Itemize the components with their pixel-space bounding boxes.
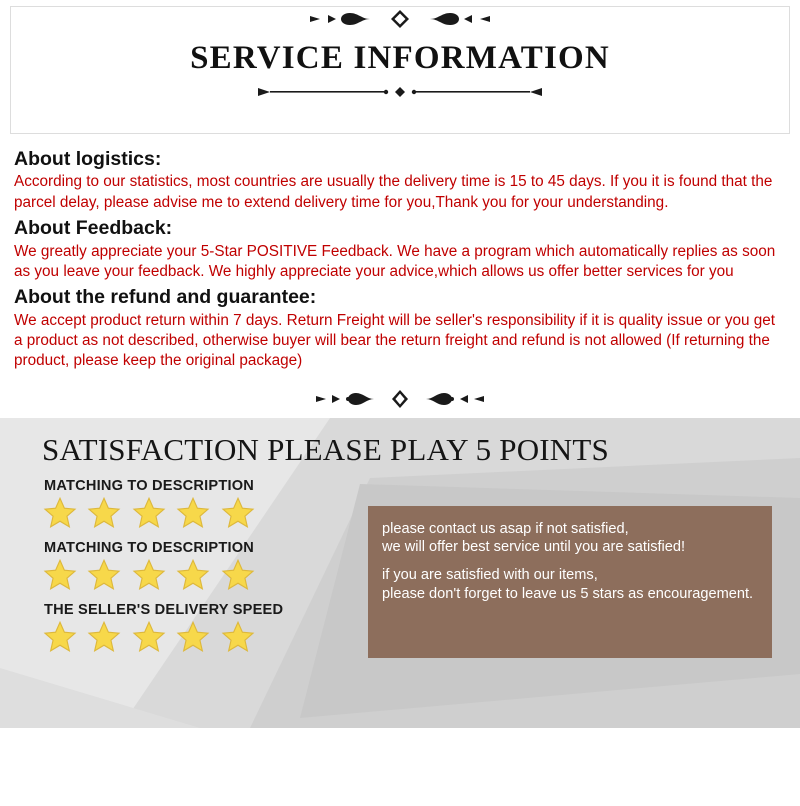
service-information-page — [0, 6, 800, 806]
header-bottom-ornament-icon — [11, 81, 789, 103]
section-heading-logistics: About logistics: — [14, 148, 162, 170]
rating-label-2: THE SELLER'S DELIVERY SPEED — [44, 601, 284, 618]
page-title: SERVICE INFORMATION — [190, 40, 610, 76]
section-body-logistics: According to our statistics, most countries are usually the delivery time is 15 to 45 days. If you it is found that the parcel delay, please advise me to extend delivery time for you,Thank you for your understanding. — [14, 173, 773, 211]
rating-label-1: MATCHING TO DESCRIPTION — [44, 539, 254, 556]
note-line-3: please don't forget to leave us 5 stars as encouragement. — [382, 585, 754, 602]
service-info-section — [0, 134, 800, 372]
section-body-refund: We accept product return within 7 days. Return Freight will be seller's responsibility if it is quality issue or you get a product as not described, otherwise buyer will bear the return freight and refund is not allowed (If returning the product, please keep the original package) — [14, 311, 776, 370]
satisfaction-panel — [0, 418, 800, 728]
section-heading-feedback: About Feedback: — [14, 217, 173, 240]
satisfaction-note-box — [368, 506, 772, 658]
note-line-0: please contact us asap if not satisfied, — [382, 520, 629, 537]
section-heading-refund: About the refund and guarantee: — [14, 286, 317, 309]
rating-label-0: MATCHING TO DESCRIPTION — [44, 477, 254, 494]
middle-ornament-icon — [0, 386, 800, 412]
header-block — [10, 6, 790, 134]
satisfaction-title: SATISFACTION PLEASE PLAY 5 POINTS — [42, 431, 609, 467]
top-ornament-icon — [11, 6, 789, 32]
note-line-1: we will offer best service until you are satisfied! — [382, 539, 686, 556]
note-line-2: if you are satisfied with our items, — [382, 567, 598, 584]
section-body-feedback: We greatly appreciate your 5-Star POSITIVE Feedback. We have a program which automatically replies as soon as you leave your feedback. We highly appreciate your advice,which allows us offer better services for you — [14, 242, 776, 280]
